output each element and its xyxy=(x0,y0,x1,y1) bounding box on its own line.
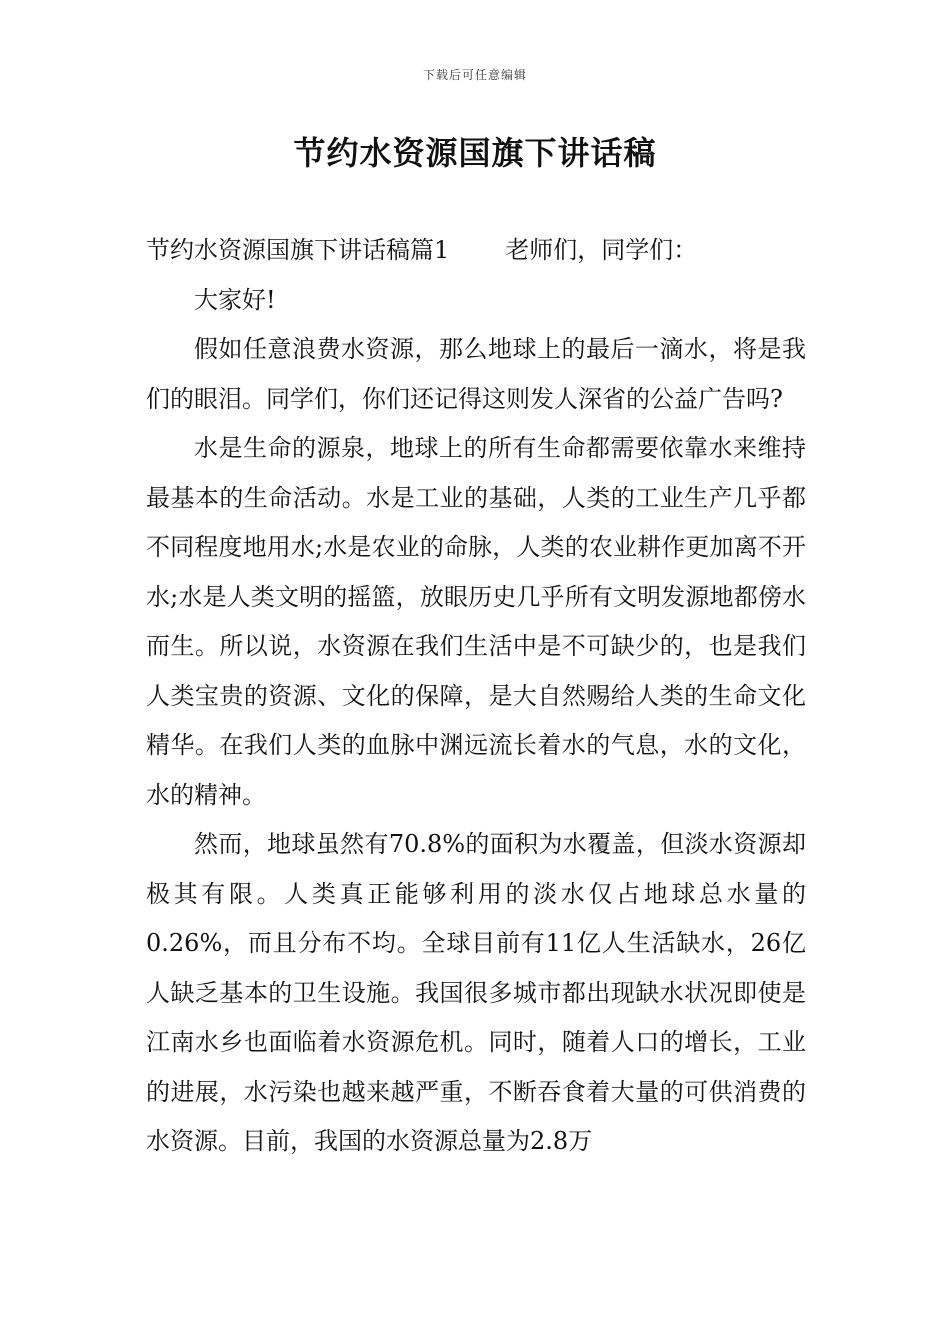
salutation: 老师们，同学们： xyxy=(505,236,698,264)
section-heading: 节约水资源国旗下讲话稿篇1 xyxy=(146,236,450,264)
page-header-note: 下载后可任意编辑 xyxy=(422,68,527,82)
paragraph-2: 水是生命的源泉，地球上的所有生命都需要依靠水来维持最基本的生命活动。水是工业的基础，人类的工业生产几乎都不同程度地用水;水是农业的命脉，人类的农业耕作更加离不开水;水是人类文明的摇篮，放眼历史几乎所有文明发源地都傍水而生。所以说，水资源在我们生活中是不可缺少的，也是我们人类宝贵的资源、文化的保障，是大自然赐给人类的生命文化精华。在我们人类的血脉中渊远流长着水的气息，水的文化，水的精神。 xyxy=(146,434,806,809)
paragraph-3: 然而，地球虽然有70.8%的面积为水覆盖，但淡水资源却极其有限。人类真正能够利用的淡水仅占地球总水量的0.26%，而且分布不均。全球目前有11亿人生活缺水，26亿人缺乏基本的卫生设施。我国很多城市都出现缺水状况即使是江南水乡也面临着水资源危机。同时，随着人口的增长，工业的进展，水污染也越来越严重，不断吞食着大量的可供消费的水资源。目前，我国的水资源总量为2.8万 xyxy=(146,830,806,1155)
paragraph-greeting: 大家好! xyxy=(194,285,276,314)
intro-line xyxy=(146,226,806,276)
paragraph-1: 假如任意浪费水资源，那么地球上的最后一滴水，将是我们的眼泪。同学们，你们还记得这则发人深省的公益广告吗? xyxy=(146,335,806,413)
document-body xyxy=(146,226,806,1167)
document-title: 节约水资源国旗下讲话稿 xyxy=(293,134,657,172)
